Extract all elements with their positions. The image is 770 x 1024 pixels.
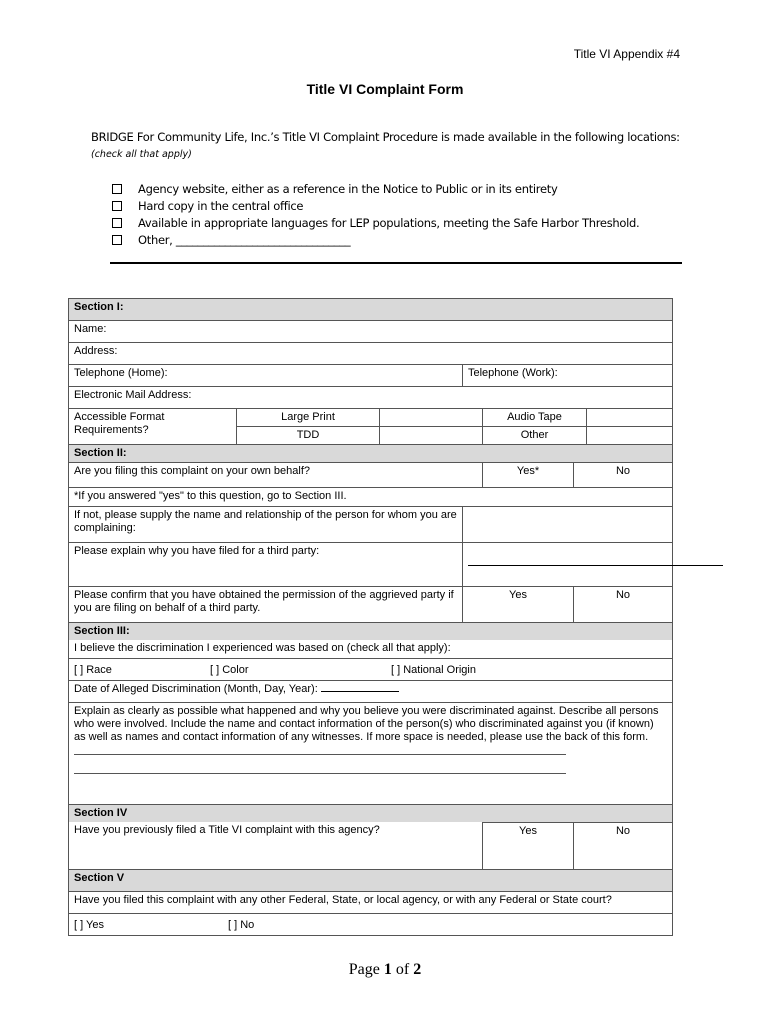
explanation-instructions: Explain as clearly as possible what happened and why you believe you were discriminated against. Describe all persons who were involved. Include the name and contact information of the person(s) who discriminated against you (if known) as well as names and contact information of any witnesses. If more space is needed, please use the back of this form.	[74, 704, 659, 743]
email-field[interactable]: Electronic Mail Address:	[69, 387, 673, 409]
divider-rule	[110, 262, 682, 264]
other-agency-no-option[interactable]: [ ] No	[228, 918, 255, 931]
location-checklist	[112, 180, 639, 248]
location-option	[112, 214, 639, 231]
appendix-label: Title VI Appendix #4	[573, 47, 680, 61]
explanation-line[interactable]	[74, 754, 566, 755]
form-title: Title VI Complaint Form	[306, 81, 464, 97]
option-label: Hard copy in the central office	[138, 198, 304, 213]
other-format-box[interactable]	[587, 427, 673, 445]
section-1-header: Section I:	[69, 299, 673, 321]
option-label: Available in appropriate languages for LEP populations, meeting the Safe Harbor Threshold.	[138, 215, 640, 230]
option-label: Other, ________________________________	[138, 232, 351, 247]
checkbox-icon[interactable]	[112, 201, 122, 211]
page-current: 1	[383, 961, 392, 978]
other-agency-question: Have you filed this complaint with any other Federal, State, or local agency, or with any Federal or State court?	[69, 891, 673, 913]
page-prefix: Page	[348, 961, 384, 978]
page-number	[0, 961, 770, 979]
name-field[interactable]: Name:	[69, 321, 673, 343]
option-label: Agency website, either as a reference in the Notice to Public or in its entirety	[138, 181, 558, 196]
section-2-header: Section II:	[69, 445, 673, 463]
section-2-note: *If you answered "yes" to this question, go to Section III.	[69, 488, 673, 507]
discrimination-date-row	[69, 680, 673, 702]
third-party-reason-field[interactable]	[463, 543, 673, 587]
permission-question: Please confirm that you have obtained the permission of the aggrieved party if you are filing on behalf of a third party.	[69, 587, 463, 623]
explanation-block	[69, 702, 673, 804]
previous-complaint-yes-option[interactable]: Yes	[483, 822, 574, 869]
national-origin-option[interactable]: [ ] National Origin	[391, 663, 476, 676]
own-behalf-yes-option[interactable]: Yes*	[483, 463, 574, 488]
third-party-name-field[interactable]	[463, 507, 673, 543]
location-option	[112, 197, 639, 214]
intro-text: BRIDGE For Community Life, Inc.’s Title VI Complaint Procedure is made available in the following locations:	[91, 130, 680, 144]
section-5-header: Section V	[69, 869, 673, 891]
section-4-header: Section IV	[69, 804, 673, 822]
previous-complaint-question: Have you previously filed a Title VI complaint with this agency?	[69, 822, 483, 869]
large-print-box[interactable]	[380, 409, 483, 427]
own-behalf-no-option[interactable]: No	[574, 463, 673, 488]
checkbox-icon[interactable]	[112, 184, 122, 194]
other-format-label: Other	[483, 427, 587, 445]
large-print-label: Large Print	[237, 409, 380, 427]
previous-complaint-no-option[interactable]: No	[574, 822, 673, 869]
section-3-header: Section III:	[69, 623, 673, 641]
discrimination-date-field[interactable]	[321, 691, 399, 692]
checkbox-icon[interactable]	[112, 235, 122, 245]
tdd-box[interactable]	[380, 427, 483, 445]
page-total: 2	[413, 961, 422, 978]
permission-no-option[interactable]: No	[574, 587, 673, 623]
telephone-home-field[interactable]: Telephone (Home):	[69, 365, 463, 387]
discrimination-basis-question: I believe the discrimination I experienced was based on (check all that apply):	[69, 640, 673, 658]
address-field[interactable]: Address:	[69, 343, 673, 365]
location-option	[112, 231, 639, 248]
accessible-format-label: Accessible Format Requirements?	[69, 409, 237, 445]
third-party-reason-question: Please explain why you have filed for a third party:	[69, 543, 463, 587]
color-option[interactable]: [ ] Color	[210, 663, 249, 676]
discrimination-basis-options	[69, 658, 673, 680]
telephone-work-field[interactable]: Telephone (Work):	[463, 365, 673, 387]
complaint-form-table	[68, 298, 673, 936]
audio-tape-box[interactable]	[587, 409, 673, 427]
other-agency-yes-option[interactable]: [ ] Yes	[74, 918, 104, 931]
page-of: of	[391, 961, 414, 978]
intro-note: (check all that apply)	[91, 149, 192, 160]
other-agency-options	[69, 913, 673, 935]
checkbox-icon[interactable]	[112, 218, 122, 228]
permission-yes-option[interactable]: Yes	[463, 587, 574, 623]
race-option[interactable]: [ ] Race	[74, 663, 112, 676]
location-option	[112, 180, 639, 197]
tdd-label: TDD	[237, 427, 380, 445]
audio-tape-label: Audio Tape	[483, 409, 587, 427]
third-party-name-question: If not, please supply the name and relationship of the person for whom you are complaining:	[69, 507, 463, 543]
own-behalf-question: Are you filing this complaint on your own behalf?	[69, 463, 483, 488]
explanation-line[interactable]	[74, 773, 566, 774]
answer-line	[468, 565, 723, 566]
discrimination-date-label: Date of Alleged Discrimination (Month, Day, Year):	[74, 682, 318, 695]
